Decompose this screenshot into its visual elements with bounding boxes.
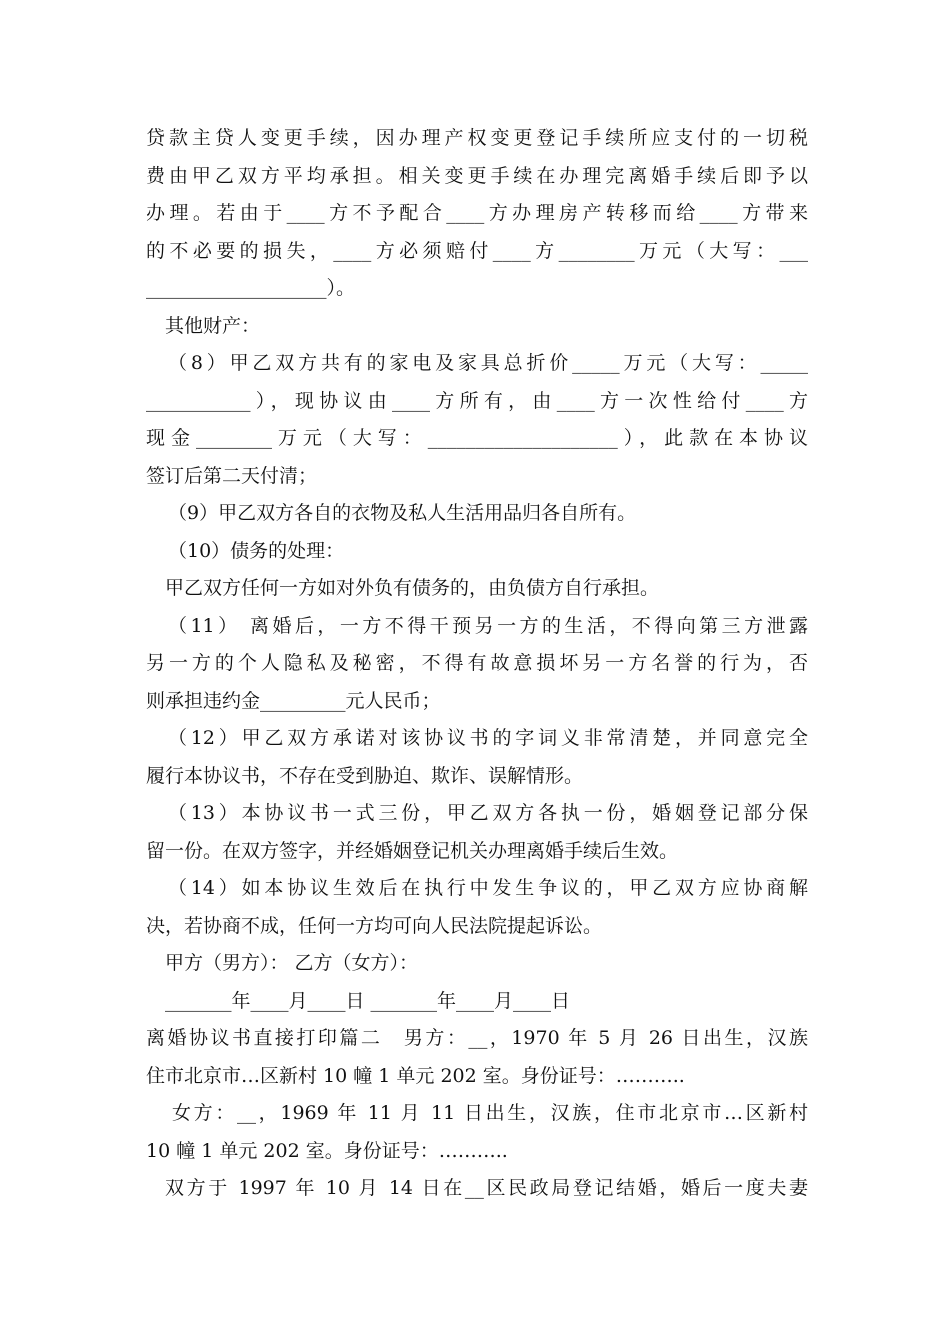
text-line: （13）本协议书一式三份，甲乙双方各执一份，婚姻登记部分保 xyxy=(168,802,808,824)
text-line: 留一份。在双方签字，并经婚姻登记机关办理离婚手续后生效。 xyxy=(146,839,679,862)
text-line: 的不必要的损失，____方必须赔付____方________万元（大写：___ xyxy=(146,239,808,262)
text-line: （12）甲乙双方承诺对该协议书的字词义非常清楚，并同意完全 xyxy=(168,727,808,749)
text-line: ___________），现协议由____方所有，由____方一次性给付____方 xyxy=(146,389,808,412)
text-line: 住市北京市…区新村 10 幢 1 单元 202 室。身份证号：……….. xyxy=(146,1064,685,1087)
signature-line: 甲方（男方）： 乙方（女方）： xyxy=(165,952,419,974)
section-heading: 其他财产： xyxy=(165,314,261,337)
text-line: 则承担违约金_________元人民币； xyxy=(146,689,441,712)
text-line: ___________________）。 xyxy=(146,277,356,299)
text-line: 离婚协议书直接打印篇二 男方：__，1970 年 5 月 26 日出生，汉族 xyxy=(146,1027,808,1049)
text-line: 费由甲乙双方平均承担。相关变更手续在办理完离婚手续后即予以 xyxy=(146,164,808,187)
text-line: （10）债务的处理： xyxy=(168,539,345,562)
text-line: （9）甲乙双方各自的衣物及私人生活用品归各自所有。 xyxy=(168,502,637,524)
text-line: 履行本协议书，不存在受到胁迫、欺诈、误解情形。 xyxy=(146,764,584,787)
text-line: 双方于 1997 年 10 月 14 日在__区民政局登记结婚，婚后一度夫妻 xyxy=(165,1177,808,1199)
text-line: 决，若协商不成，任何一方均可向人民法院提起诉讼。 xyxy=(146,914,603,937)
text-line: （11） 离婚后，一方不得干预另一方的生活，不得向第三方泄露 xyxy=(168,614,808,637)
text-line: 女方：__，1969 年 11 月 11 日出生，汉族，住市北京市…区新村 xyxy=(172,1102,808,1124)
text-line: （14）如本协议生效后在执行中发生争议的，甲乙双方应协商解 xyxy=(168,877,808,899)
text-line: 10 幢 1 单元 202 室。身份证号：……….. xyxy=(146,1139,508,1162)
text-line: （8）甲乙双方共有的家电及家具总折价_____万元（大写：_____ xyxy=(168,352,808,374)
text-line: 签订后第二天付清； xyxy=(146,464,318,487)
document-body xyxy=(146,120,808,1208)
text-line: 甲乙双方任何一方如对外负有债务的，由负债方自行承担。 xyxy=(165,577,660,599)
text-line: 现金________万元（大写：____________________），此款在本协议 xyxy=(146,427,808,449)
text-line: 另一方的个人隐私及秘密，不得有故意损坏另一方名誉的行为，否 xyxy=(146,652,808,674)
date-line: _______年____月____日 _______年____月____日 xyxy=(165,989,571,1012)
text-line: 办理。若由于____方不予配合____方办理房产转移而给____方带来 xyxy=(146,202,808,224)
text-line: 贷款主贷人变更手续，因办理产权变更登记手续所应支付的一切税 xyxy=(146,127,808,149)
